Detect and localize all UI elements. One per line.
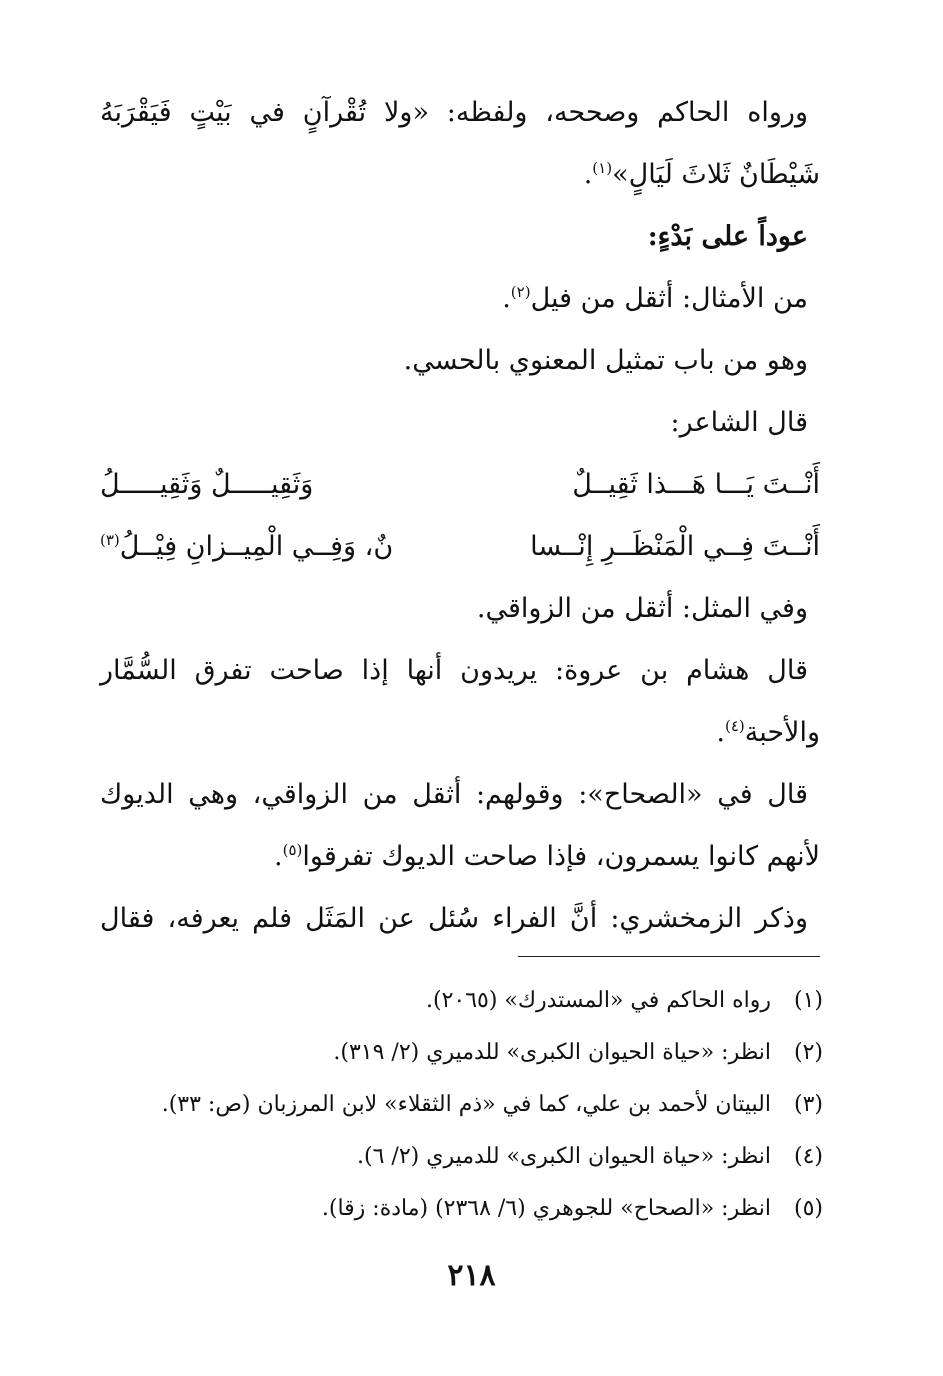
period: .: [716, 717, 725, 748]
paragraph-line: [100, 826, 820, 888]
verse-line: [100, 516, 820, 578]
footnote-item: [103, 1027, 823, 1079]
paragraph-line: [100, 144, 820, 206]
footnote-marker[interactable]: (٢): [510, 283, 531, 301]
footnote-marker[interactable]: (٥): [282, 841, 303, 859]
paragraph-line: [100, 268, 820, 330]
footnote-marker[interactable]: (١): [592, 159, 613, 177]
footnote-number: (٥): [793, 1196, 823, 1221]
paragraph-line: قال في «الصحاح»: وقولهم: أثقل من الزواقي، وهي الديوك: [100, 779, 808, 810]
footnotes: [103, 975, 823, 1235]
page-number: ٢١٨: [447, 1258, 496, 1293]
footnote-text: رواه الحاكم في «المستدرك» (٢٠٦٥).: [426, 988, 771, 1013]
footnote-item: [103, 1079, 823, 1131]
paragraph-line: قال الشاعر:: [670, 407, 808, 438]
verse-first-hemistich: أَنْــتَ فِــي الْمَنْظَــرِ إِنْــسا: [530, 531, 820, 562]
footnote-item: [103, 1183, 823, 1235]
period: .: [274, 841, 283, 872]
footnote-marker[interactable]: (٤): [724, 717, 745, 735]
paragraph-text: شَيْطَانٌ ثَلاثَ لَيَالٍ»: [612, 159, 820, 190]
verse-second-hemistich: [100, 516, 393, 578]
footnote-marker[interactable]: (٣): [100, 531, 120, 549]
footnote-item: [103, 975, 823, 1027]
footnote-text: انظر: «حياة الحيوان الكبرى» للدميري (٢/ ٦).: [357, 1144, 771, 1169]
footnote-text: البيتان لأحمد بن علي، كما في «ذم الثقلاء» لابن المرزبان (ص: ٣٣).: [161, 1092, 771, 1117]
footnote-item: [103, 1131, 823, 1183]
paragraph-text: لأنهم كانوا يسمرون، فإذا صاحت الديوك تفرقوا: [302, 841, 820, 872]
footnote-text: انظر: «الصحاح» للجوهري (٦/ ٢٣٦٨) (مادة: زقا).: [321, 1196, 771, 1221]
paragraph-text: ورواه الحاكم وصححه، ولفظه: «ولا تُقْرآنٍ في بَيْتٍ فَيَقْرَبَهُ: [100, 97, 808, 128]
footnote-number: (٢): [793, 1040, 823, 1065]
paragraph-line: وهو من باب تمثيل المعنوي بالحسي.: [403, 345, 808, 376]
footnote-number: (١): [793, 988, 823, 1013]
paragraph-line: وذكر الزمخشري: أنَّ الفراء سُئل عن المَثَل فلم يعرفه، فقال: [100, 903, 808, 934]
paragraph-text: والأحبة: [744, 717, 820, 748]
paragraph-line: [100, 82, 820, 144]
footnote-number: (٣): [793, 1092, 823, 1117]
verse-text: نٌ، وَفِــي الْمِيــزانِ فِيْــلُ: [119, 531, 394, 562]
period: .: [583, 159, 593, 190]
verse-line: [100, 454, 820, 516]
paragraph-line: [100, 702, 820, 764]
main-text: [100, 82, 820, 950]
paragraph-text: من الأمثال: أثقل من فيل: [530, 283, 808, 314]
paragraph-line: قال هشام بن عروة: يريدون أنها إذا صاحت تفرق السُّمَّار: [100, 655, 808, 686]
footnote-number: (٤): [793, 1144, 823, 1169]
section-heading: عوداً على بَدْءٍ:: [647, 221, 808, 252]
verse-second-hemistich: وَثَقِيـــــلٌ وَثَقِيـــــلُ: [100, 469, 314, 500]
footnote-text: انظر: «حياة الحيوان الكبرى» للدميري (٢/ ٣١٩).: [333, 1040, 771, 1065]
period: .: [502, 283, 511, 314]
footnote-separator: [518, 956, 820, 957]
verse-first-hemistich: أَنْــتَ يَـــا هَـــذا ثَقِيــلٌ: [572, 469, 820, 500]
paragraph-line: وفي المثل: أثقل من الزواقي.: [476, 593, 808, 624]
